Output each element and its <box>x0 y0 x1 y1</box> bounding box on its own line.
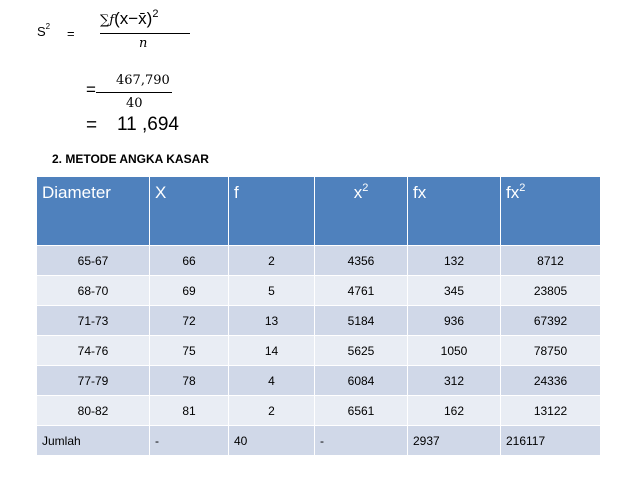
header-f: f <box>229 177 315 246</box>
header-x-squared <box>315 177 408 246</box>
fraction-line-1 <box>100 33 190 34</box>
cell-x-squared: 4356 <box>315 246 408 276</box>
cell-x: 78 <box>150 366 229 396</box>
cell-fx-squared: 8712 <box>501 246 601 276</box>
total-f: 40 <box>229 426 315 456</box>
total-fx-squared: 216117 <box>501 426 601 456</box>
deviation-exponent: 2 <box>152 8 159 20</box>
cell-x-squared: 6084 <box>315 366 408 396</box>
total-x: - <box>150 426 229 456</box>
header-diameter: Diameter <box>37 177 150 246</box>
cell-f: 4 <box>229 366 315 396</box>
header-x-squared-exponent: 2 <box>362 182 369 194</box>
table-row <box>37 246 601 276</box>
cell-f: 5 <box>229 276 315 306</box>
equals-sign-2: = <box>86 80 96 99</box>
cell-f: 2 <box>229 396 315 426</box>
cell-x-squared: 5625 <box>315 336 408 366</box>
fraction-line-2 <box>96 92 172 93</box>
variance-symbol-exponent: 2 <box>45 22 51 31</box>
cell-f: 13 <box>229 306 315 336</box>
cell-fx-squared: 24336 <box>501 366 601 396</box>
table-row <box>37 306 601 336</box>
equals-sign-3: = <box>86 115 98 136</box>
cell-fx-squared: 78750 <box>501 336 601 366</box>
cell-x: 69 <box>150 276 229 306</box>
header-x: X <box>150 177 229 246</box>
cell-fx-squared: 67392 <box>501 306 601 336</box>
cell-fx: 132 <box>408 246 501 276</box>
table-row <box>37 396 601 426</box>
header-fx-squared-base: fx <box>506 183 520 202</box>
computed-numerator: 467,790 <box>116 73 170 88</box>
cell-x-squared: 5184 <box>315 306 408 336</box>
header-fx-squared-exponent: 2 <box>519 182 526 194</box>
cell-fx: 162 <box>408 396 501 426</box>
table-row <box>37 366 601 396</box>
cell-x: 75 <box>150 336 229 366</box>
sigma-symbol: ∑ <box>100 13 110 28</box>
cell-f: 2 <box>229 246 315 276</box>
table-row <box>37 276 601 306</box>
cell-diameter: 68-70 <box>37 276 150 306</box>
cell-fx: 936 <box>408 306 501 336</box>
equals-sign-1: = <box>67 26 75 41</box>
frequency-symbol: ƒ <box>109 13 115 28</box>
cell-diameter: 80-82 <box>37 396 150 426</box>
cell-fx-squared: 23805 <box>501 276 601 306</box>
cell-fx-squared: 13122 <box>501 396 601 426</box>
header-fx-squared <box>501 177 601 246</box>
method-title: 2. METODE ANGKA KASAR <box>52 152 209 166</box>
total-fx: 2937 <box>408 426 501 456</box>
cell-diameter: 71-73 <box>37 306 150 336</box>
formula-numerator <box>100 9 158 29</box>
cell-diameter: 65-67 <box>37 246 150 276</box>
cell-x-squared: 6561 <box>315 396 408 426</box>
header-fx: fx <box>408 177 501 246</box>
frequency-table <box>36 176 601 456</box>
cell-x: 72 <box>150 306 229 336</box>
cell-fx: 1050 <box>408 336 501 366</box>
cell-diameter: 74-76 <box>37 336 150 366</box>
cell-fx: 345 <box>408 276 501 306</box>
total-x-squared: - <box>315 426 408 456</box>
variance-result: 11 ,694 <box>117 114 179 135</box>
cell-diameter: 77-79 <box>37 366 150 396</box>
total-label: Jumlah <box>37 426 150 456</box>
variance-symbol <box>37 24 50 39</box>
formula-denominator: n <box>139 36 148 51</box>
table-header-row <box>37 177 601 246</box>
cell-x-squared: 4761 <box>315 276 408 306</box>
table-total-row <box>37 426 601 456</box>
cell-fx: 312 <box>408 366 501 396</box>
variance-symbol-base: S <box>37 24 46 39</box>
cell-x: 66 <box>150 246 229 276</box>
table-row <box>37 336 601 366</box>
computed-denominator: 40 <box>126 96 143 111</box>
cell-x: 81 <box>150 396 229 426</box>
cell-f: 14 <box>229 336 315 366</box>
deviation-term: (x−x̄) <box>114 9 153 28</box>
header-x-squared-base: x <box>353 183 363 202</box>
